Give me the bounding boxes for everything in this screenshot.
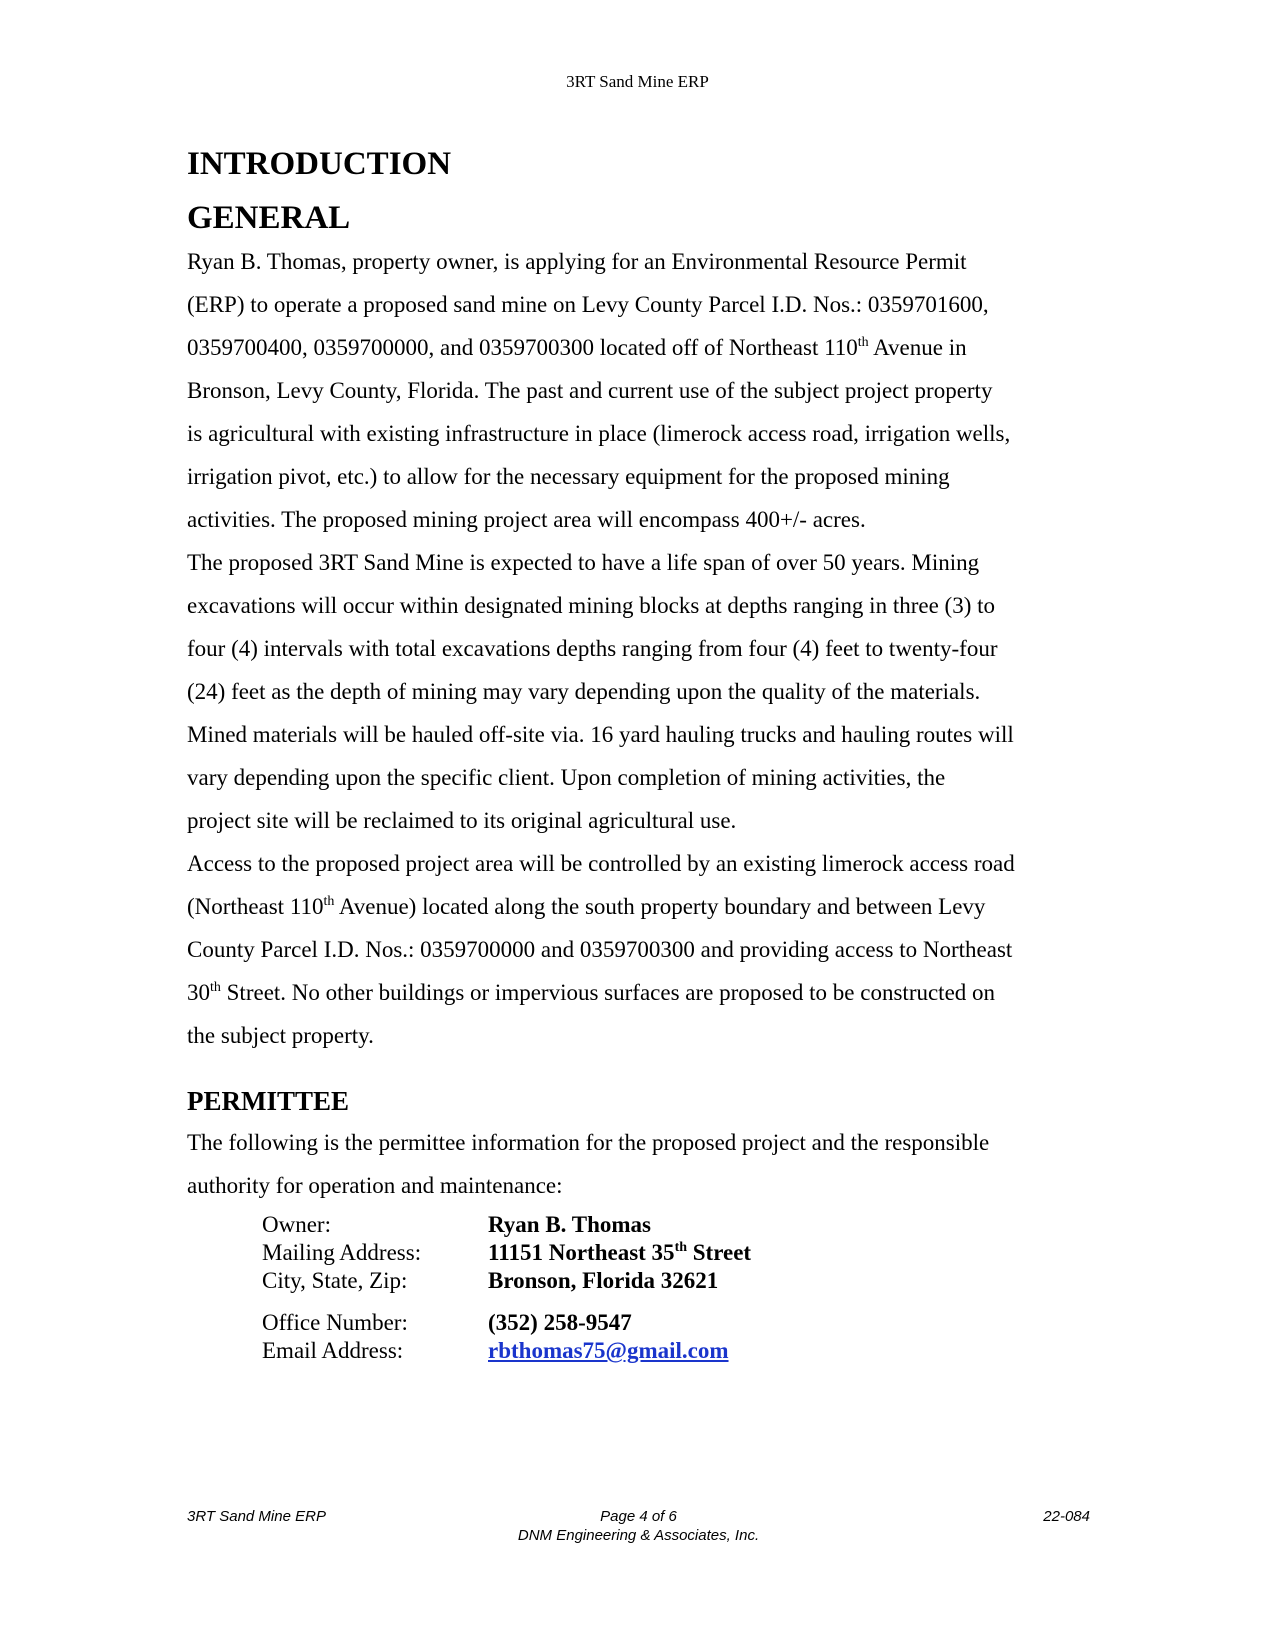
- text-line: project site will be reclaimed to its original agricultural use.: [187, 808, 737, 833]
- footer-project-number: 22-084: [1043, 1508, 1090, 1525]
- office-number-value: (352) 258-9547: [488, 1310, 632, 1335]
- document-body: [187, 140, 1097, 1365]
- text-line: The following is the permittee information for the proposed project and the responsible: [187, 1130, 990, 1155]
- permittee-contact-block: [262, 1211, 1097, 1365]
- mailing-address-label: Mailing Address:: [262, 1240, 422, 1265]
- text-line: Ryan B. Thomas, property owner, is applying for an Environmental Resource Permit: [187, 249, 967, 274]
- email-address-label: Email Address:: [262, 1338, 404, 1363]
- owner-value: Ryan B. Thomas: [488, 1212, 652, 1237]
- mailing-address-value: 11151 Northeast 35th Street: [488, 1240, 752, 1265]
- text-line: (24) feet as the depth of mining may vary depending upon the quality of the materials.: [187, 679, 981, 704]
- permittee-intro: [187, 1121, 1097, 1207]
- text-line: excavations will occur within designated mining blocks at depths ranging in three (3) to: [187, 593, 995, 618]
- mailing-address-row: [262, 1239, 1097, 1267]
- email-address-row: [262, 1337, 1097, 1365]
- text-line: activities. The proposed mining project area will encompass 400+/- acres.: [187, 507, 866, 532]
- text-line: Access to the proposed project area will be controlled by an existing limerock access road: [187, 851, 1015, 876]
- text-line: 0359700400, 0359700000, and 0359700300 located off of Northeast 110th Avenue in: [187, 335, 967, 360]
- general-paragraph-1: [187, 240, 1097, 541]
- heading-general: GENERAL: [187, 200, 351, 236]
- text-line: County Parcel I.D. Nos.: 0359700000 and 0359700300 and providing access to Northeast: [187, 937, 1013, 962]
- heading-introduction: INTRODUCTION: [187, 146, 452, 182]
- owner-row: [262, 1211, 1097, 1239]
- text-line: irrigation pivot, etc.) to allow for the necessary equipment for the proposed mining: [187, 464, 950, 489]
- text-line: four (4) intervals with total excavations depths ranging from four (4) feet to twenty-four: [187, 636, 998, 661]
- city-state-zip-row: [262, 1267, 1097, 1295]
- text-line: authority for operation and maintenance:: [187, 1173, 563, 1198]
- text-line: 30th Street. No other buildings or impervious surfaces are proposed to be constructed on: [187, 980, 996, 1005]
- city-state-zip-value: Bronson, Florida 32621: [488, 1268, 719, 1293]
- text-line: Mined materials will be hauled off-site via. 16 yard hauling trucks and hauling routes will: [187, 722, 1014, 747]
- text-line: Bronson, Levy County, Florida. The past and current use of the subject project property: [187, 378, 993, 403]
- office-number-row: [262, 1309, 1097, 1337]
- heading-permittee: PERMITTEE: [187, 1086, 350, 1116]
- running-header: 3RT Sand Mine ERP: [566, 72, 709, 91]
- footer-company-name: DNM Engineering & Associates, Inc.: [517, 1527, 760, 1544]
- text-line: is agricultural with existing infrastructure in place (limerock access road, irrigation wells,: [187, 421, 1011, 446]
- footer-document-title: 3RT Sand Mine ERP: [187, 1508, 326, 1525]
- email-link[interactable]: rbthomas75@gmail.com: [488, 1338, 729, 1363]
- text-line: (Northeast 110th Avenue) located along the south property boundary and between Levy: [187, 894, 986, 919]
- owner-label: Owner:: [262, 1212, 331, 1237]
- city-state-zip-label: City, State, Zip:: [262, 1268, 408, 1293]
- footer-page-number: Page 4 of 6: [600, 1508, 677, 1525]
- text-line: The proposed 3RT Sand Mine is expected to have a life span of over 50 years. Mining: [187, 550, 980, 575]
- general-paragraph-2: [187, 541, 1097, 842]
- text-line: the subject property.: [187, 1023, 374, 1048]
- office-number-label: Office Number:: [262, 1310, 408, 1335]
- text-line: vary depending upon the specific client. Upon completion of mining activities, the: [187, 765, 946, 790]
- general-paragraph-3: [187, 842, 1097, 1057]
- text-line: (ERP) to operate a proposed sand mine on Levy County Parcel I.D. Nos.: 0359701600,: [187, 292, 989, 317]
